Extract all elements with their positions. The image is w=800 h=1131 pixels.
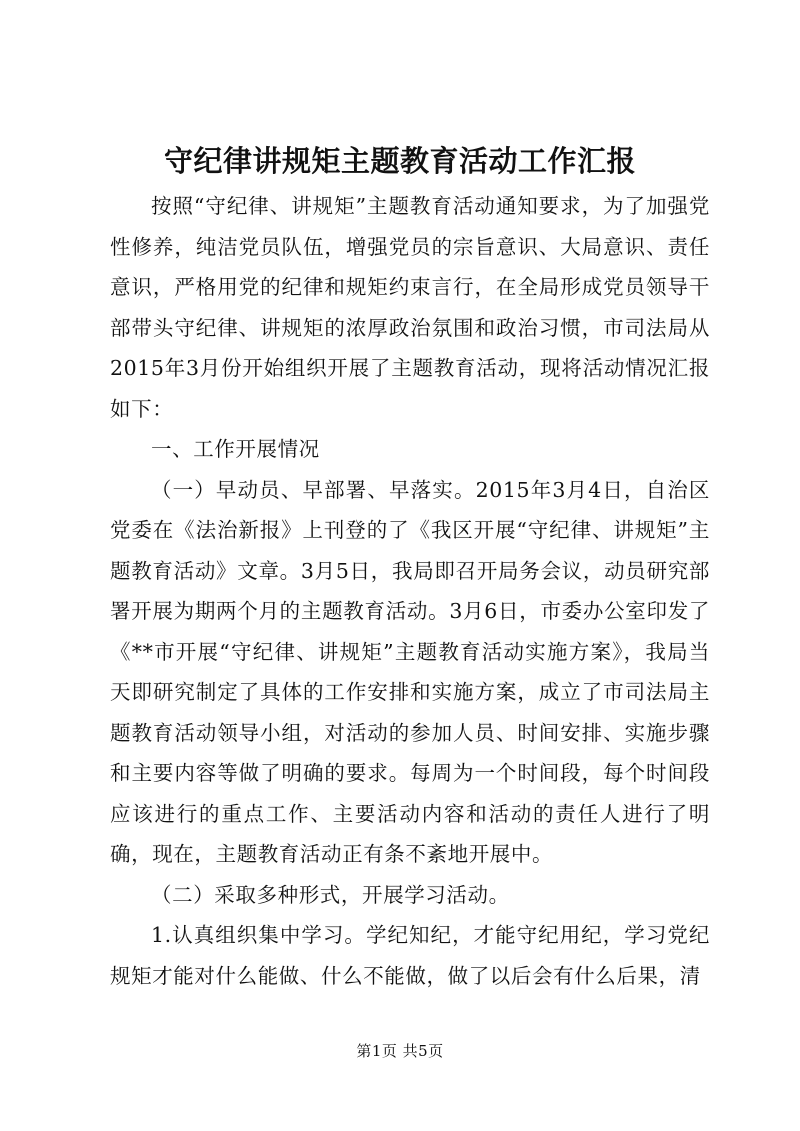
document-title: 守纪律讲规矩主题教育活动工作汇报 [163, 144, 636, 178]
paragraph-intro: 按照“守纪律、讲规矩”主题教育活动通知要求，为了加强党性修养，纯洁党员队伍，增强党员的宗旨意识、大局意识、责任意识，严格用党的纪律和规矩约束言行，在全局形成党员领导干部带头守纪律、讲规矩的浓厚政治氛围和政治习惯，市司法局从2015年3月份开始组织开展了主题教育活动，现将活动情况汇报如下： [110, 194, 710, 421]
paragraph-item-1: 1.认真组织集中学习。学纪知纪，才能守纪用纪，学习党纪规矩才能对什么能做、什么不能做，做了以后会有什么后果，清 [110, 923, 710, 988]
document-body [110, 186, 710, 996]
subsection-heading-2: （二）采取多种形式，开展学习活动。 [151, 882, 510, 907]
paragraph-subsection-1: （一）早动员、早部署、早落实。2015年3月4日，自治区党委在《法治新报》上刊登的了《我区开展“守纪律、讲规矩”主题教育活动》文章。3月5日，我局即召开局务会议，动员研究部署开展为期两个月的主题教育活动。3月6日，市委办公室印发了《**市开展“守纪律、讲规矩”主题教育活动实施方案》，我局当天即研究制定了具体的工作安排和实施方案，成立了市司法局主题教育活动领导小组，对活动的参加人员、时间安排、实施步骤和主要内容等做了明确的要求。每周为一个时间段，每个时间段应该进行的重点工作、主要活动内容和活动的责任人进行了明确，现在，主题教育活动正有条不紊地开展中。 [110, 477, 710, 866]
page-number-footer: 第1页 共5页 [356, 1042, 444, 1060]
section-heading: 一、工作开展情况 [151, 437, 320, 461]
